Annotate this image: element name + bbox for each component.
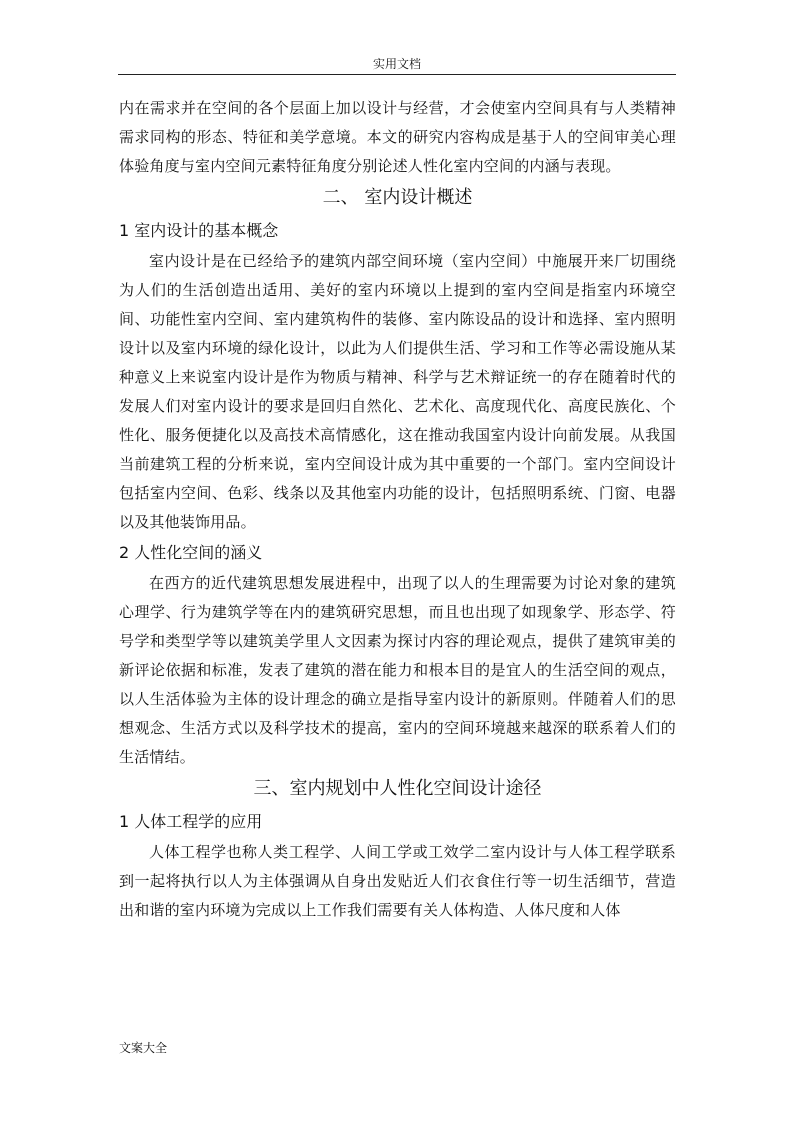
header-divider — [118, 74, 676, 75]
subsection-2-2-title: 2 人性化空间的涵义 — [119, 543, 263, 562]
subsection-2-1-title: 1 室内设计的基本概念 — [119, 221, 279, 240]
page-footer: 文案大全 — [119, 1041, 168, 1055]
subsection-2-1-paragraph: 室内设计是在已经给予的建筑内部空间环境（室内空间）中施展开来厂切围绕为人们的生活创造出适用、美好的室内环境以上提到的室内空间是指室内环境空间、功能性室内空间、室内建筑构件的装修、室内陈设品的设计和选择、室内照明设计以及室内环境的绿化设计，以此为人们提供生活、学习和工作等必需设施从某种意义上来说室内设计是作为物质与精神、科学与艺术辩证统一的存在随着时代的发展人们对室内设计的要求是回归自然化、艺术化、高度现代化、高度民族化、个性化、服务便捷化以及高技术高情感化，这在推动我国室内设计向前发展。从我国当前建筑工程的分析来说，室内空间设计成为其中重要的一个部门。室内空间设计包括室内空间、色彩、线条以及其他室内功能的设计，包括照明系统、门窗、电器以及其他装饰用品。 — [119, 252, 676, 531]
document-body — [119, 94, 676, 925]
intro-paragraph: 内在需求并在空间的各个层面上加以设计与经营，才会使室内空间具有与人类精神需求同构的形态、特征和美学意境。本文的研究内容构成是基于人的空间审美心理体验角度与室内空间元素特征角度分别论述人性化室内空间的内涵与表现。 — [119, 99, 676, 175]
subsection-3-1-title: 1 人体工程学的应用 — [119, 812, 263, 831]
page-header: 实用文档 — [372, 57, 421, 71]
subsection-3-1-paragraph: 人体工程学也称人类工程学、人间工学或工效学二室内设计与人体工程学联系到一起将执行以人为主体强调从自身出发贴近人们衣食住行等一切生活细节，营造出和谐的室内环境为完成以上工作我们需要有关人体构造、人体尺度和人体 — [119, 843, 676, 919]
section-2-title: 二、 室内设计概述 — [322, 187, 473, 208]
section-3-title: 三、室内规划中人性化空间设计途径 — [253, 778, 542, 799]
subsection-2-2-paragraph: 在西方的近代建筑思想发展进程中，出现了以人的生理需要为讨论对象的建筑心理学、行为建筑学等在内的建筑研究思想，而且也出现了如现象学、形态学、符号学和类型学等以建筑美学里人文因素为探讨内容的理论观点，提供了建筑审美的新评论依据和标准，发表了建筑的潜在能力和根本目的是宜人的生活空间的观点，以人生活体验为主体的设计理念的确立是指导室内设计的新原则。伴随着人们的思想观念、生活方式以及科学技术的提高，室内的空间环境越来越深的联系着人们的生活情结。 — [119, 574, 676, 766]
